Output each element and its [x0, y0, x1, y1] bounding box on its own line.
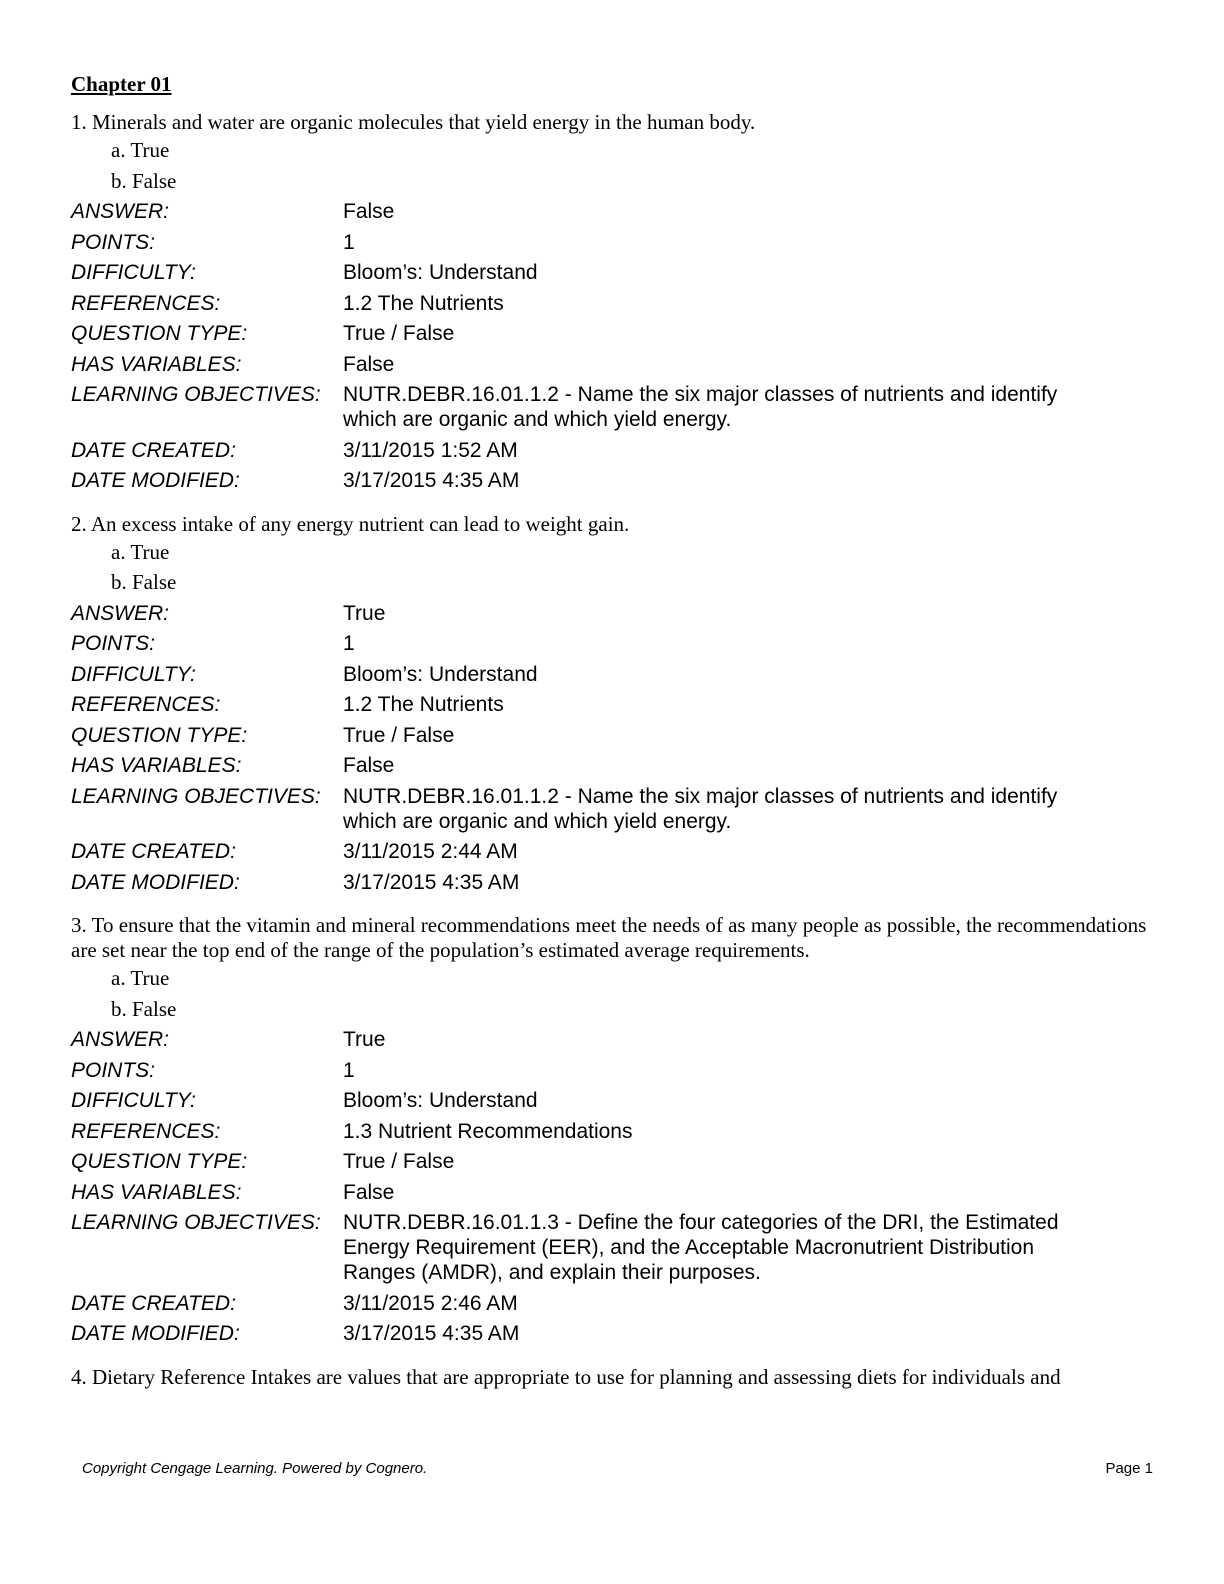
meta-label: ANSWER:	[71, 601, 170, 625]
meta-row-date-created	[71, 435, 1156, 466]
answer-options	[71, 963, 1156, 1024]
option-false: b. False	[111, 168, 177, 193]
meta-row-points	[71, 227, 1156, 258]
option-true: a. True	[111, 966, 170, 990]
meta-value: Bloom’s: Understand	[343, 662, 538, 686]
meta-row-has-variables	[71, 349, 1156, 380]
meta-label: DIFFICULTY:	[71, 1089, 196, 1112]
meta-value: False	[343, 200, 395, 223]
option-true: a. True	[111, 138, 170, 162]
meta-value: Bloom’s: Understand	[343, 1089, 538, 1112]
meta-row-references	[71, 288, 1156, 319]
meta-value: NUTR.DEBR.16.01.1.2 - Name the six major classes of nutrients and identify which are organic and which yield energy.	[343, 383, 1058, 431]
meta-label: QUESTION TYPE:	[71, 322, 248, 345]
question-block	[71, 508, 1156, 898]
meta-value: 1.3 Nutrient Recommendations	[343, 1119, 633, 1143]
meta-value: Bloom’s: Understand	[343, 261, 538, 284]
meta-row-date-modified	[71, 465, 1156, 496]
question-block	[71, 106, 1156, 496]
meta-value: 3/17/2015 4:35 AM	[343, 870, 520, 894]
meta-label: HAS VARIABLES:	[71, 1180, 242, 1204]
meta-row-has-variables	[71, 1177, 1156, 1208]
meta-value: 3/11/2015 1:52 AM	[343, 438, 518, 462]
meta-label: DATE CREATED:	[71, 438, 236, 462]
meta-value: 1.2 The Nutrients	[343, 291, 504, 315]
document-page	[71, 70, 1156, 1402]
meta-label: POINTS:	[71, 632, 156, 655]
meta-label: DATE CREATED:	[71, 1291, 236, 1315]
page-footer	[82, 1458, 1153, 1480]
meta-label: QUESTION TYPE:	[71, 1150, 248, 1173]
meta-row-learning-objectives	[71, 379, 1156, 435]
meta-row-date-created	[71, 836, 1156, 867]
meta-label: DATE CREATED:	[71, 840, 236, 863]
meta-label: ANSWER:	[71, 1028, 170, 1051]
question-metadata	[71, 196, 1156, 496]
meta-row-references	[71, 1116, 1156, 1147]
meta-label: LEARNING OBJECTIVES:	[71, 1211, 321, 1234]
meta-label: REFERENCES:	[71, 693, 221, 716]
meta-row-difficulty	[71, 257, 1156, 288]
meta-row-points	[71, 1055, 1156, 1086]
meta-row-has-variables	[71, 750, 1156, 781]
meta-value: 1	[343, 632, 355, 655]
meta-row-learning-objectives	[71, 1207, 1156, 1288]
meta-value: False	[343, 1180, 395, 1204]
meta-row-question-type	[71, 1146, 1156, 1177]
question-text: 1. Minerals and water are organic molecules that yield energy in the human body.	[71, 110, 756, 134]
meta-row-answer	[71, 196, 1156, 227]
meta-label: REFERENCES:	[71, 1119, 221, 1143]
meta-label: HAS VARIABLES:	[71, 352, 242, 376]
meta-row-answer	[71, 598, 1156, 629]
question-block-partial	[71, 1361, 1156, 1390]
meta-value: False	[343, 352, 395, 376]
meta-value: 3/17/2015 4:35 AM	[343, 469, 520, 492]
meta-label: HAS VARIABLES:	[71, 754, 242, 777]
meta-label: DIFFICULTY:	[71, 662, 196, 686]
meta-row-points	[71, 628, 1156, 659]
meta-row-answer	[71, 1024, 1156, 1055]
meta-value: 3/17/2015 4:35 AM	[343, 1322, 520, 1345]
chapter-title: Chapter 01	[71, 72, 172, 96]
meta-row-date-modified	[71, 1318, 1156, 1349]
meta-row-question-type	[71, 720, 1156, 751]
answer-options	[71, 135, 1156, 196]
meta-label: ANSWER:	[71, 200, 170, 223]
meta-value: True / False	[343, 322, 455, 345]
meta-label: DATE MODIFIED:	[71, 1322, 240, 1345]
page-number: Page 1	[1105, 1460, 1153, 1477]
answer-options	[71, 537, 1156, 598]
question-block	[71, 909, 1156, 1349]
meta-label: POINTS:	[71, 1058, 156, 1082]
meta-row-learning-objectives	[71, 781, 1156, 837]
meta-row-date-modified	[71, 867, 1156, 898]
meta-row-difficulty	[71, 659, 1156, 690]
meta-label: LEARNING OBJECTIVES:	[71, 784, 321, 808]
option-false: b. False	[111, 570, 177, 594]
option-true: a. True	[111, 539, 170, 564]
meta-label: DATE MODIFIED:	[71, 469, 240, 492]
meta-value: 1	[343, 230, 355, 254]
meta-row-difficulty	[71, 1085, 1156, 1116]
meta-value: True / False	[343, 723, 455, 747]
meta-value: True	[343, 601, 386, 625]
meta-row-references	[71, 689, 1156, 720]
meta-value: NUTR.DEBR.16.01.1.3 - Define the four categories of the DRI, the Estimated Energy Requirement (EER), and the Acceptable Macronutrient Distribution Ranges (AMDR), and explain their purposes.	[343, 1211, 1059, 1284]
meta-label: DATE MODIFIED:	[71, 870, 240, 894]
meta-value: 3/11/2015 2:46 AM	[343, 1291, 518, 1315]
meta-value: NUTR.DEBR.16.01.1.2 - Name the six major classes of nutrients and identify which are organic and which yield energy.	[343, 784, 1058, 833]
meta-value: 1	[343, 1058, 355, 1082]
meta-value: 3/11/2015 2:44 AM	[343, 840, 518, 863]
question-metadata	[71, 598, 1156, 898]
meta-label: LEARNING OBJECTIVES:	[71, 383, 321, 406]
question-text: 2. An excess intake of any energy nutrient can lead to weight gain.	[71, 511, 630, 536]
meta-label: DIFFICULTY:	[71, 261, 196, 284]
meta-row-question-type	[71, 318, 1156, 349]
meta-row-date-created	[71, 1288, 1156, 1319]
meta-label: QUESTION TYPE:	[71, 723, 248, 747]
meta-label: REFERENCES:	[71, 291, 221, 315]
meta-value: False	[343, 754, 395, 777]
question-text: 4. Dietary Reference Intakes are values that are appropriate to use for planning and assessing diets for individuals and	[71, 1364, 1061, 1389]
question-text: 3. To ensure that the vitamin and mineral recommendations meet the needs of as many people as possible, the recommendations are set near the top end of the range of the population’s estimated average requirements.	[71, 913, 1147, 962]
meta-value: True / False	[343, 1150, 455, 1173]
meta-label: POINTS:	[71, 230, 156, 254]
meta-value: True	[343, 1028, 386, 1051]
option-false: b. False	[111, 996, 177, 1021]
question-metadata	[71, 1024, 1156, 1349]
copyright-text: Copyright Cengage Learning. Powered by Cognero.	[82, 1460, 428, 1477]
meta-value: 1.2 The Nutrients	[343, 693, 504, 716]
